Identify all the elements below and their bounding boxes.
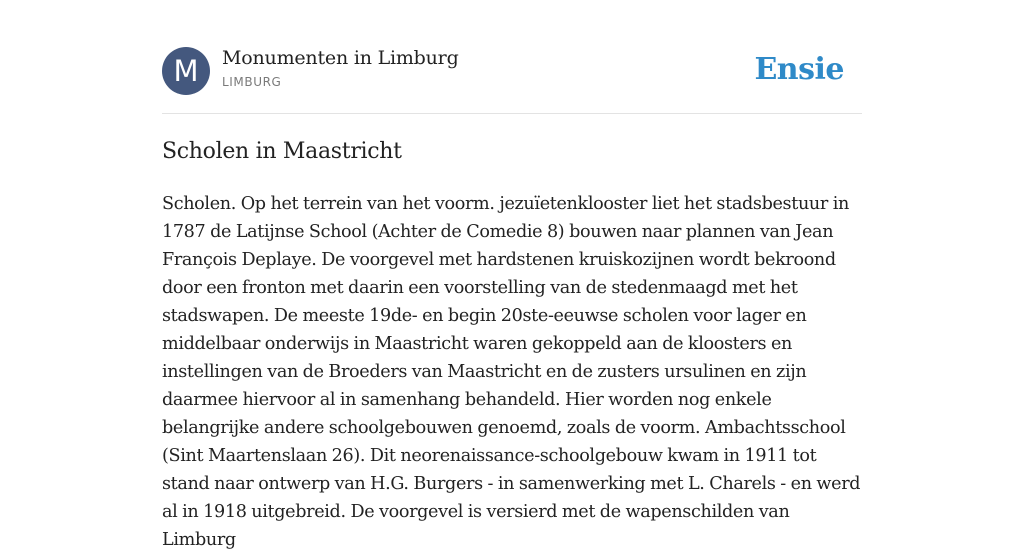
brand-logo[interactable]: Ensie [754, 52, 844, 87]
avatar[interactable]: M [162, 47, 210, 95]
article-body: Scholen. Op het terrein van het voorm. jezuïetenklooster liet het stadsbestuur in 1787 de Latijnse School (Achter de Comedie 8) bouwen naar plannen van Jean François Deplaye. De voorgevel met hardstenen kruiskozijnen wordt bekroond door een fronton met daarin een voorstelling van de stedenmaagd met het stadswapen. De meeste 19de- en begin 20ste-eeuwse scholen voor lager en middelbaar onderwijs in Maastricht waren gekoppeld aan de kloosters en instellingen van de Broeders van Maastricht en de zusters ursulinen en zijn daarmee hiervoor al in samenhang behandeld. Hier worden nog enkele belangrijke andere schoolgebouwen genoemd, zoals de voorm. Ambachtsschool (Sint Maartenslaan 26). Dit neorenaissance-schoolgebouw kwam in 1911 tot stand naar ontwerp van H.G. Burgers - in samenwerking met L. Charels - en werd al in 1918 uitgebreid. De voorgevel is versierd met de wapenschilden van Limburg [162, 194, 861, 550]
header [162, 46, 862, 96]
source-name-link[interactable]: Monumenten in Limburg [222, 47, 459, 69]
article-title: Scholen in Maastricht [162, 139, 402, 164]
source-category-link[interactable]: LIMBURG [222, 75, 282, 89]
header-divider [162, 113, 862, 114]
